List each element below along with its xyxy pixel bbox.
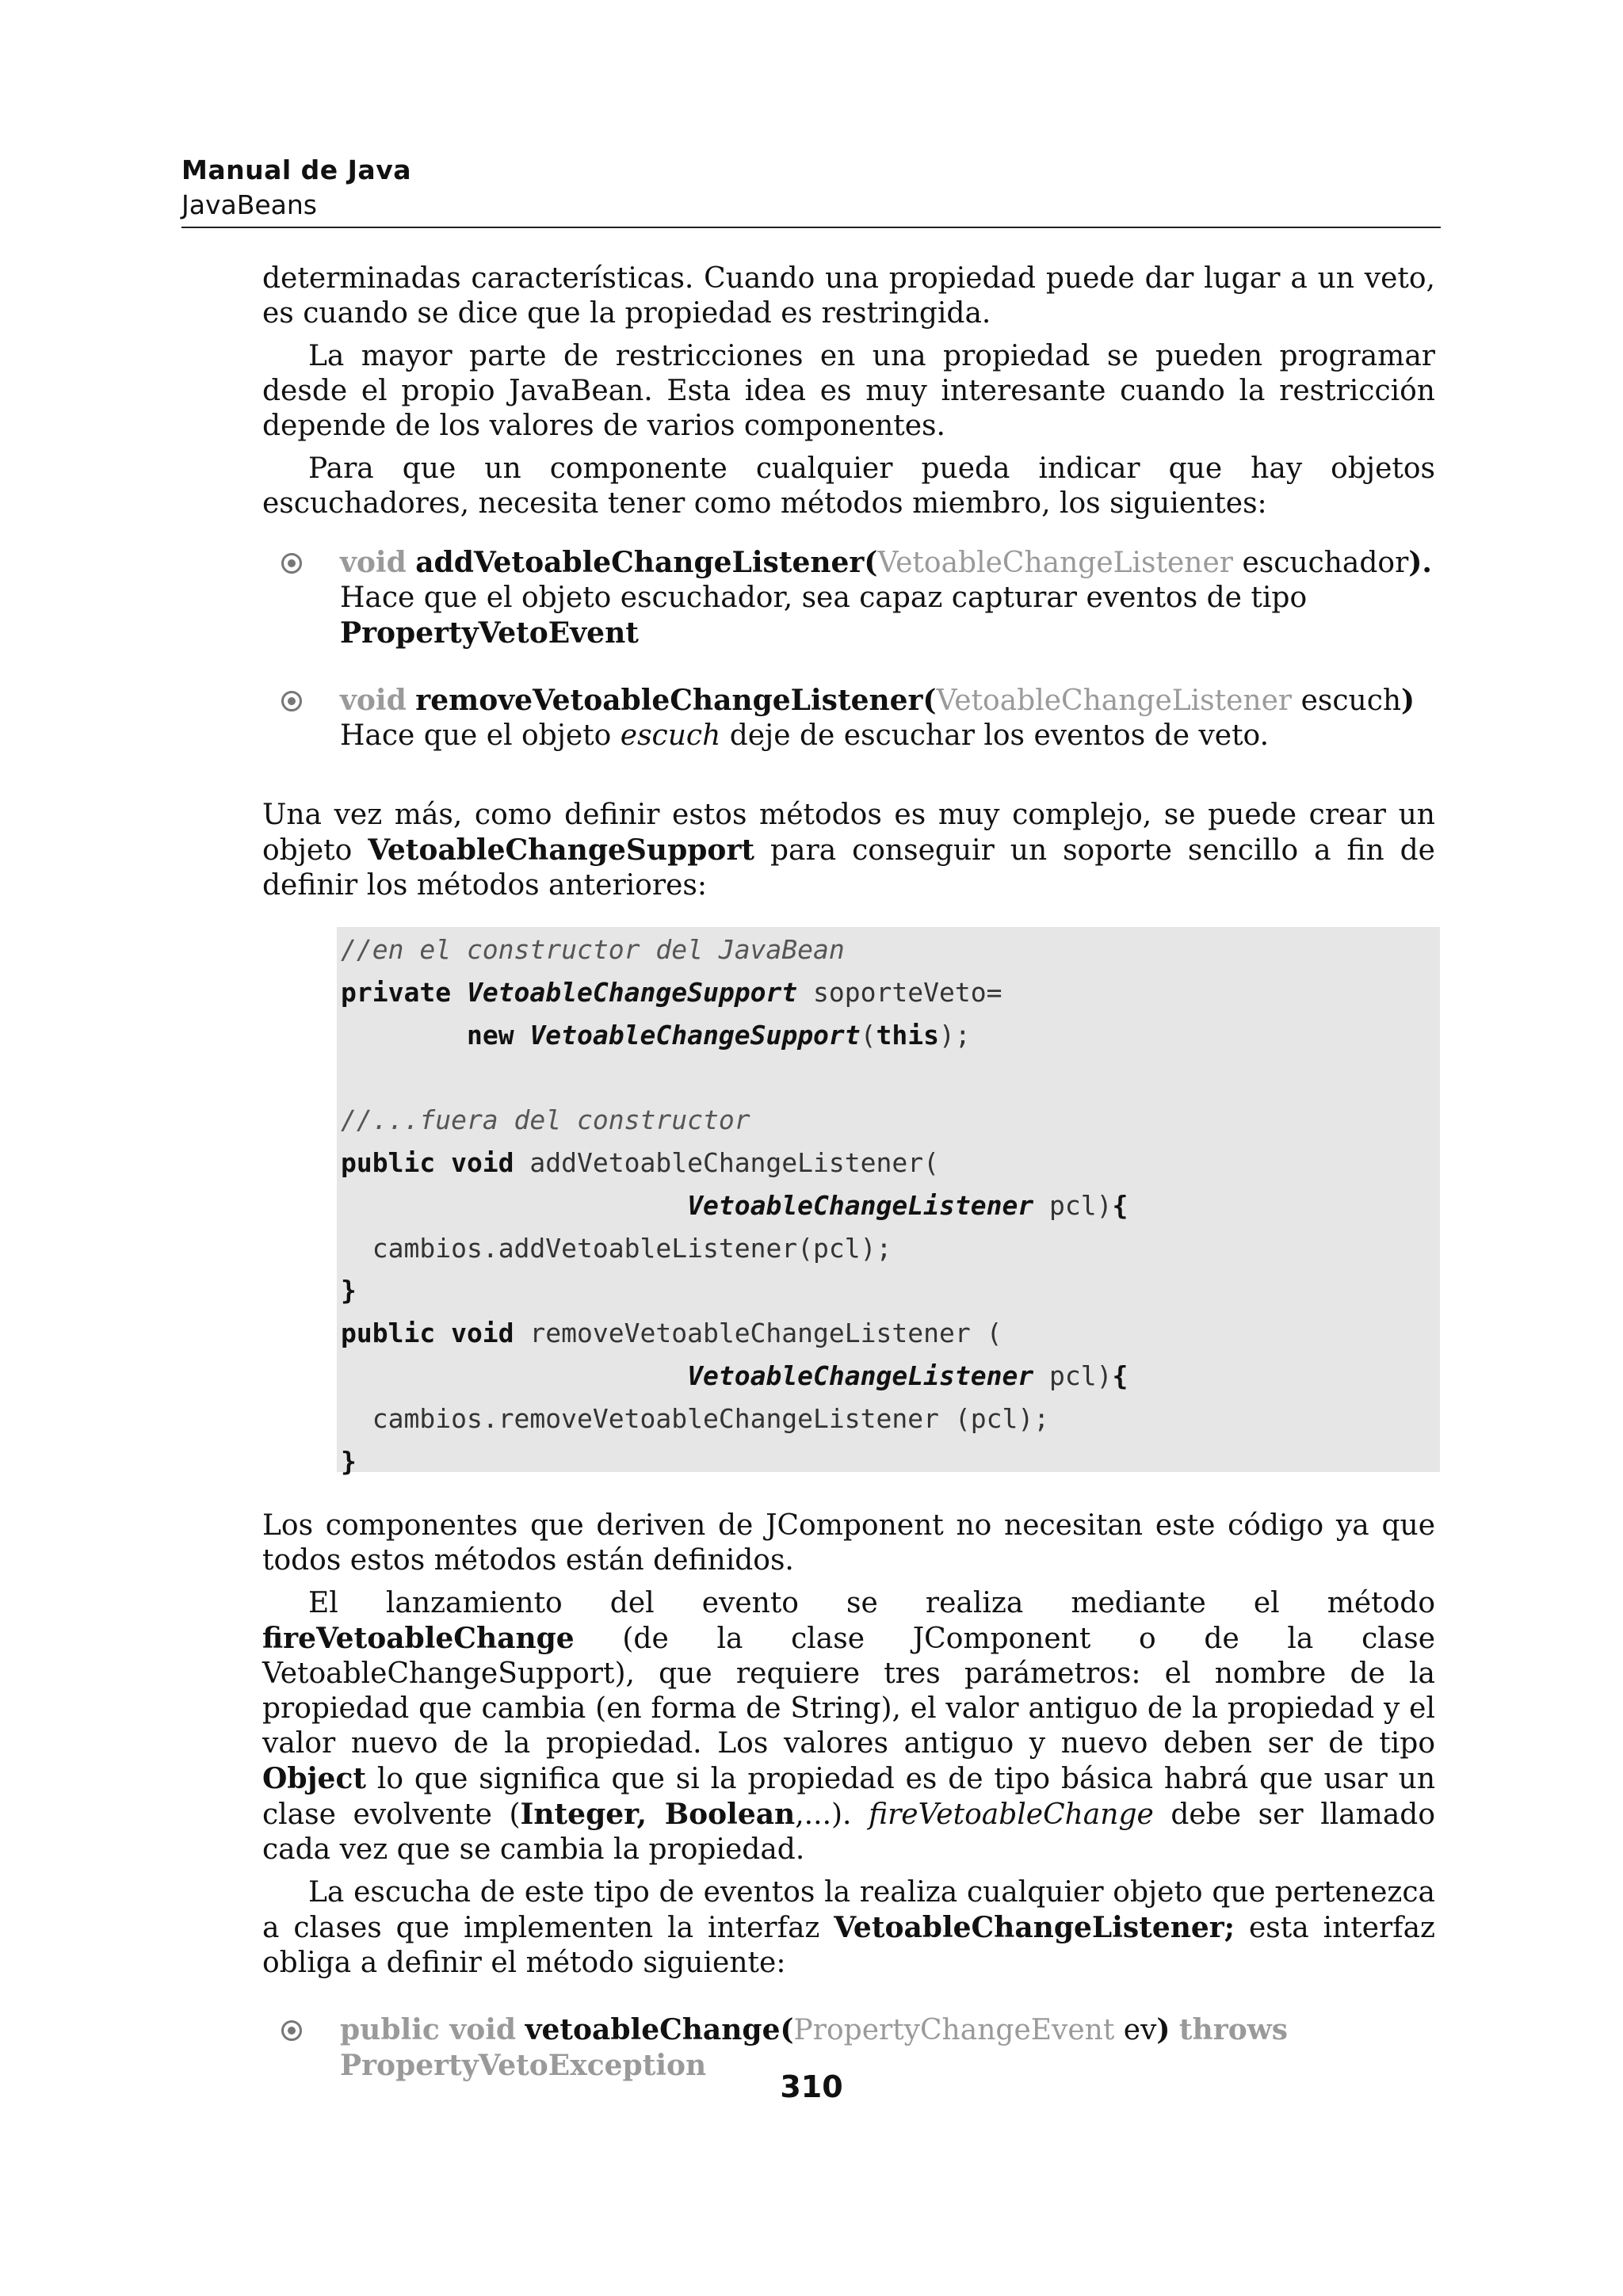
method-description: Hace que el objeto escuchador, sea capaz capturar eventos de tipo bbox=[340, 582, 1308, 614]
book-title: Manual de Java bbox=[181, 154, 411, 185]
method-item-remove bbox=[262, 683, 1435, 753]
paragraph: La escucha de este tipo de eventos la realiza cualquier objeto que pertenezca a clases que implementen la interfaz VetoableChangeListener; esta interfaz obliga a definir el método siguiente: bbox=[262, 1876, 1435, 1979]
radio-bullet-icon bbox=[281, 2020, 302, 2041]
code-listing: //en el constructor del JavaBean private VetoableChangeSupport soporteVeto= new VetoableChangeSupport(this); //...fuera del constructor public void addVetoableChangeListener( VetoableChangeListener pcl){ cambios.addVetoableListener(pcl); } public void removeVetoableChangeListener ( VetoableChangeListener pcl){ cambios.removeVetoableChangeListener (pcl); } bbox=[341, 934, 1128, 1477]
header-divider bbox=[181, 227, 1441, 228]
method-description: Hace que el objeto escuch deje de escuchar los eventos de veto. bbox=[340, 719, 1270, 752]
paragraph: Una vez más, como definir estos métodos es muy complejo, se puede crear un objeto VetoableChangeSupport para conseguir un soporte sencillo a fin de definir los métodos anteriores: bbox=[262, 799, 1435, 902]
page-header bbox=[181, 153, 1441, 223]
paragraph: La mayor parte de restricciones en una propiedad se pueden programar desde el propio JavaBean. Esta idea es muy interesante cuando la restricción depende de los valores de varios componentes. bbox=[262, 340, 1435, 442]
main-content-continued bbox=[262, 1508, 1435, 2115]
method-signature: public void vetoableChange(PropertyChangeEvent ev) throws bbox=[340, 2013, 1288, 2046]
main-content bbox=[262, 261, 1435, 911]
paragraph: Para que un componente cualquier pueda indicar que hay objetos escuchadores, necesita tener como métodos miembro, los siguientes: bbox=[262, 452, 1435, 520]
event-type: PropertyVetoEvent bbox=[340, 616, 639, 650]
paragraph: El lanzamiento del evento se realiza mediante el método fireVetoableChange (de la clase JComponent o de la clase VetoableChangeSupport), que requiere tres parámetros: el nombre de la propiedad que cambia (en forma de String), el valor antiguo de la propiedad y el valor nuevo de la propiedad. Los valores antiguo y nuevo deben ser de tipo Object lo que significa que si la propiedad es de tipo básica habrá que usar un clase evolvente (Integer, Boolean,...). fireVetoableChange debe ser llamado cada vez que se cambia la propiedad. bbox=[262, 1587, 1435, 1866]
paragraph: determinadas características. Cuando una propiedad puede dar lugar a un veto, es cuando se dice que la propiedad es restringida. bbox=[262, 262, 1435, 330]
paragraph: Los componentes que deriven de JComponent no necesitan este código ya que todos estos métodos están definidos. bbox=[262, 1509, 1435, 1577]
method-signature: void addVetoableChangeListener(VetoableChangeListener escuchador). bbox=[340, 546, 1432, 579]
radio-bullet-icon bbox=[281, 553, 302, 574]
radio-bullet-icon bbox=[281, 691, 302, 711]
page-number: 310 bbox=[780, 2069, 843, 2104]
chapter-title: JavaBeans bbox=[181, 189, 317, 220]
method-signature: void removeVetoableChangeListener(VetoableChangeListener escuch) bbox=[340, 684, 1415, 717]
exception-type: PropertyVetoException bbox=[340, 2049, 707, 2082]
code-block bbox=[337, 927, 1440, 1477]
method-item-add bbox=[262, 545, 1435, 651]
